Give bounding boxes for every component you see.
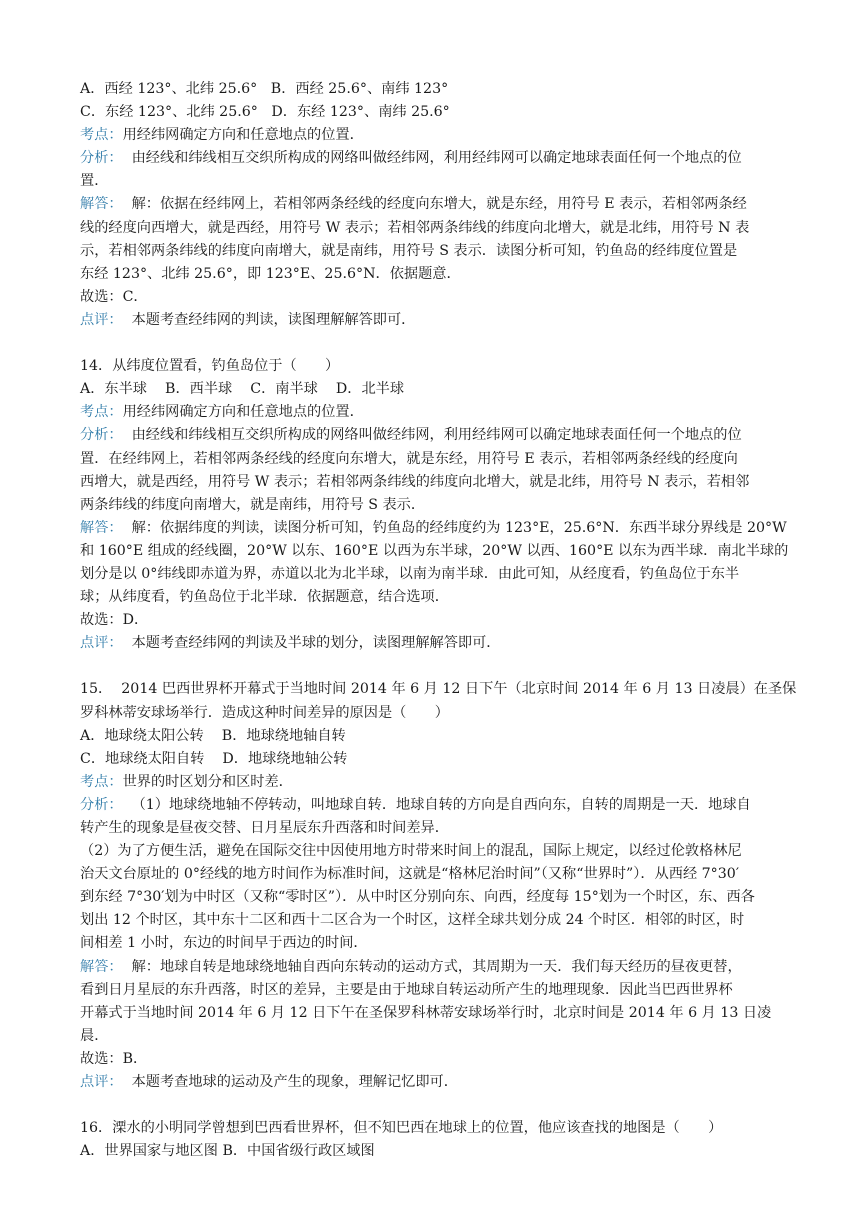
q13-fenxi-line: 置． (80, 173, 109, 190)
jieda-label: 解答： (80, 958, 123, 975)
fenxi-label: 分析： (80, 150, 123, 167)
q15-fenxi-line: 划出 12 个时区，其中东十二区和西十二区合为一个时区，这样全球共划分成 24 个时区．相邻的时区，时 (80, 912, 745, 929)
q15-jieda: 解答： 解：地球自转是地球绕地轴自西向东转动的运动方式，其周期为一天．我们每天经历的昼夜更替， (80, 958, 742, 975)
q14-options: A．东半球 B．西半球 C．南半球 D．北半球 (80, 381, 405, 398)
q14-answer: 故选：D． (80, 612, 149, 629)
q13-kaodian: 考点：用经纬网确定方向和任意地点的位置． (80, 127, 364, 144)
fenxi-label: 分析： (80, 427, 123, 444)
q15-kaodian: 考点：世界的时区划分和区时差． (80, 773, 293, 790)
q14-dianping: 点评： 本题考查经纬网的判读及半球的划分，读图理解解答即可． (80, 635, 501, 652)
q15-answer: 故选：B． (80, 1050, 148, 1067)
q15-fenxi-line: （2）为了方便生活，避免在国际交往中因使用地方时带来时间上的混乱，国际上规定，以经过伦敦格林尼 (80, 843, 742, 860)
q15-jieda-line: 看到日月星辰的东升西落，时区的差异，主要是由于地球自转运动所产生的地理现象．因此当巴西世界杯 (80, 981, 733, 998)
q14-jieda-line: 划分是以 0°纬线即赤道为界，赤道以北为北半球，以南为南半球．由此可知，从经度看，钓鱼岛位于东半 (80, 565, 740, 582)
q15-jieda-line: 开幕式于当地时间 2014 年 6 月 12 日下午在圣保罗科林蒂安球场举行时，北京时间是 2014 年 6 月 13 日凌 (80, 1004, 772, 1021)
q15-stem-line: 罗科林蒂安球场举行．造成这种时间差异的原因是（ ） (80, 704, 449, 721)
q14-fenxi: 分析： 由经线和纬线相互交织所构成的网络叫做经纬网，利用经纬网可以确定地球表面任何一个地点的位 (80, 427, 742, 444)
q15-fenxi-line: 治天文台原址的 0°经线的地方时间作为标准时间，这就是“格林尼治时间”（又称“世界时”）．从西经 7°30′ (80, 866, 740, 883)
q13-option-line: A．西经 123°、北纬 25.6° B．西经 25.6°、南纬 123° (80, 81, 449, 97)
dianping-label: 点评： (80, 635, 123, 652)
q14-fenxi-line: 两条纬线的纬度向南增大，就是南纬，用符号 S 表示． (80, 496, 426, 513)
q14-stem: 14．从纬度位置看，钓鱼岛位于（ ） (80, 358, 340, 375)
q13-fenxi: 分析： 由经线和纬线相互交织所构成的网络叫做经纬网，利用经纬网可以确定地球表面任何一个地点的位 (80, 150, 742, 167)
q15-fenxi: 分析： （1）地球绕地轴不停转动，叫地球自转．地球自转的方向是自西向东，自转的周期是一天．地球自 (80, 796, 751, 813)
q15-stem: 15． 2014 巴西世界杯开幕式于当地时间 2014 年 6 月 12 日下午（北京时间 2014 年 6 月 13 日凌晨）在圣保 (80, 681, 797, 698)
kaodian-label: 考点： (80, 127, 123, 144)
kaodian-label: 考点： (80, 773, 123, 790)
q13-jieda: 解答： 解：依据在经纬网上，若相邻两条经线的经度向东增大，就是东经，用符号 E 表示，若相邻两条经 (80, 196, 747, 213)
q13-jieda-line: 线的经度向西增大，就是西经，用符号 W 表示；若相邻两条纬线的纬度向北增大，就是北纬，用符号 N 表 (80, 219, 750, 236)
q13-jieda-line: 东经 123°、北纬 25.6°，即 123°E、25.6°N．依据题意． (80, 265, 461, 282)
dianping-label: 点评： (80, 1074, 123, 1091)
q14-fenxi-line: 置．在经纬网上，若相邻两条经线的经度向东增大，就是东经，用符号 E 表示，若相邻两条经线的经度向 (80, 450, 738, 467)
q13-dianping: 点评： 本题考查经纬网的判读，读图理解解答即可． (80, 311, 416, 328)
q15-dianping: 点评： 本题考查地球的运动及产生的现象，理解记忆即可． (80, 1074, 458, 1091)
q13-jieda-line: 示，若相邻两条纬线的纬度向南增大，就是南纬，用符号 S 表示．读图分析可知，钓鱼岛的经纬度位置是 (80, 242, 738, 259)
q15-option-line: C．地球绕太阳自转 D．地球绕地轴公转 (80, 750, 348, 767)
fenxi-label: 分析： (80, 796, 123, 813)
jieda-label: 解答： (80, 196, 123, 213)
q14-kaodian: 考点：用经纬网确定方向和任意地点的位置． (80, 404, 364, 421)
q15-fenxi-line: 间相差 1 小时，东边的时间早于西边的时间． (80, 935, 368, 952)
q15-option-line: A．地球绕太阳公转 B．地球绕地轴自转 (80, 727, 346, 744)
q15-jieda-line: 晨． (80, 1027, 109, 1044)
jieda-label: 解答： (80, 519, 123, 536)
q14-jieda-line: 球；从纬度看，钓鱼岛位于北半球．依据题意，结合选项． (80, 589, 449, 606)
q15-fenxi-line: 转产生的现象是昼夜交替、日月星辰东升西落和时间差异． (80, 820, 449, 836)
q16-stem: 16．溧水的小明同学曾想到巴西看世界杯，但不知巴西在地球上的位置，他应该查找的地图是（ ） (80, 1120, 723, 1137)
q14-fenxi-line: 西增大，就是西经，用符号 W 表示；若相邻两条纬线的纬度向北增大，就是北纬，用符号 N 表示，若相邻 (80, 473, 750, 490)
q13-answer: 故选：C． (80, 288, 148, 305)
q14-jieda-line: 和 160°E 组成的经线圈，20°W 以东、160°E 以西为东半球，20°W 以西、160°E 以东为西半球．南北半球的 (80, 542, 789, 559)
q14-jieda: 解答： 解：依据纬度的判读，读图分析可知，钓鱼岛的经纬度约为 123°E，25.6°N．东西半球分界线是 20°W (80, 519, 787, 536)
q16-options: A．世界国家与地区图 B．中国省级行政区域图 (80, 1143, 375, 1160)
kaodian-label: 考点： (80, 404, 123, 421)
q13-option-line: C．东经 123°、北纬 25.6° D．东经 123°、南纬 25.6° (80, 104, 450, 121)
q15-fenxi-line: 到东经 7°30′划为中时区（又称“零时区”）．从中时区分别向东、向西，经度每 15°划为一个时区，东、西各 (80, 889, 755, 906)
document-page (80, 78, 797, 1163)
dianping-label: 点评： (80, 311, 123, 328)
